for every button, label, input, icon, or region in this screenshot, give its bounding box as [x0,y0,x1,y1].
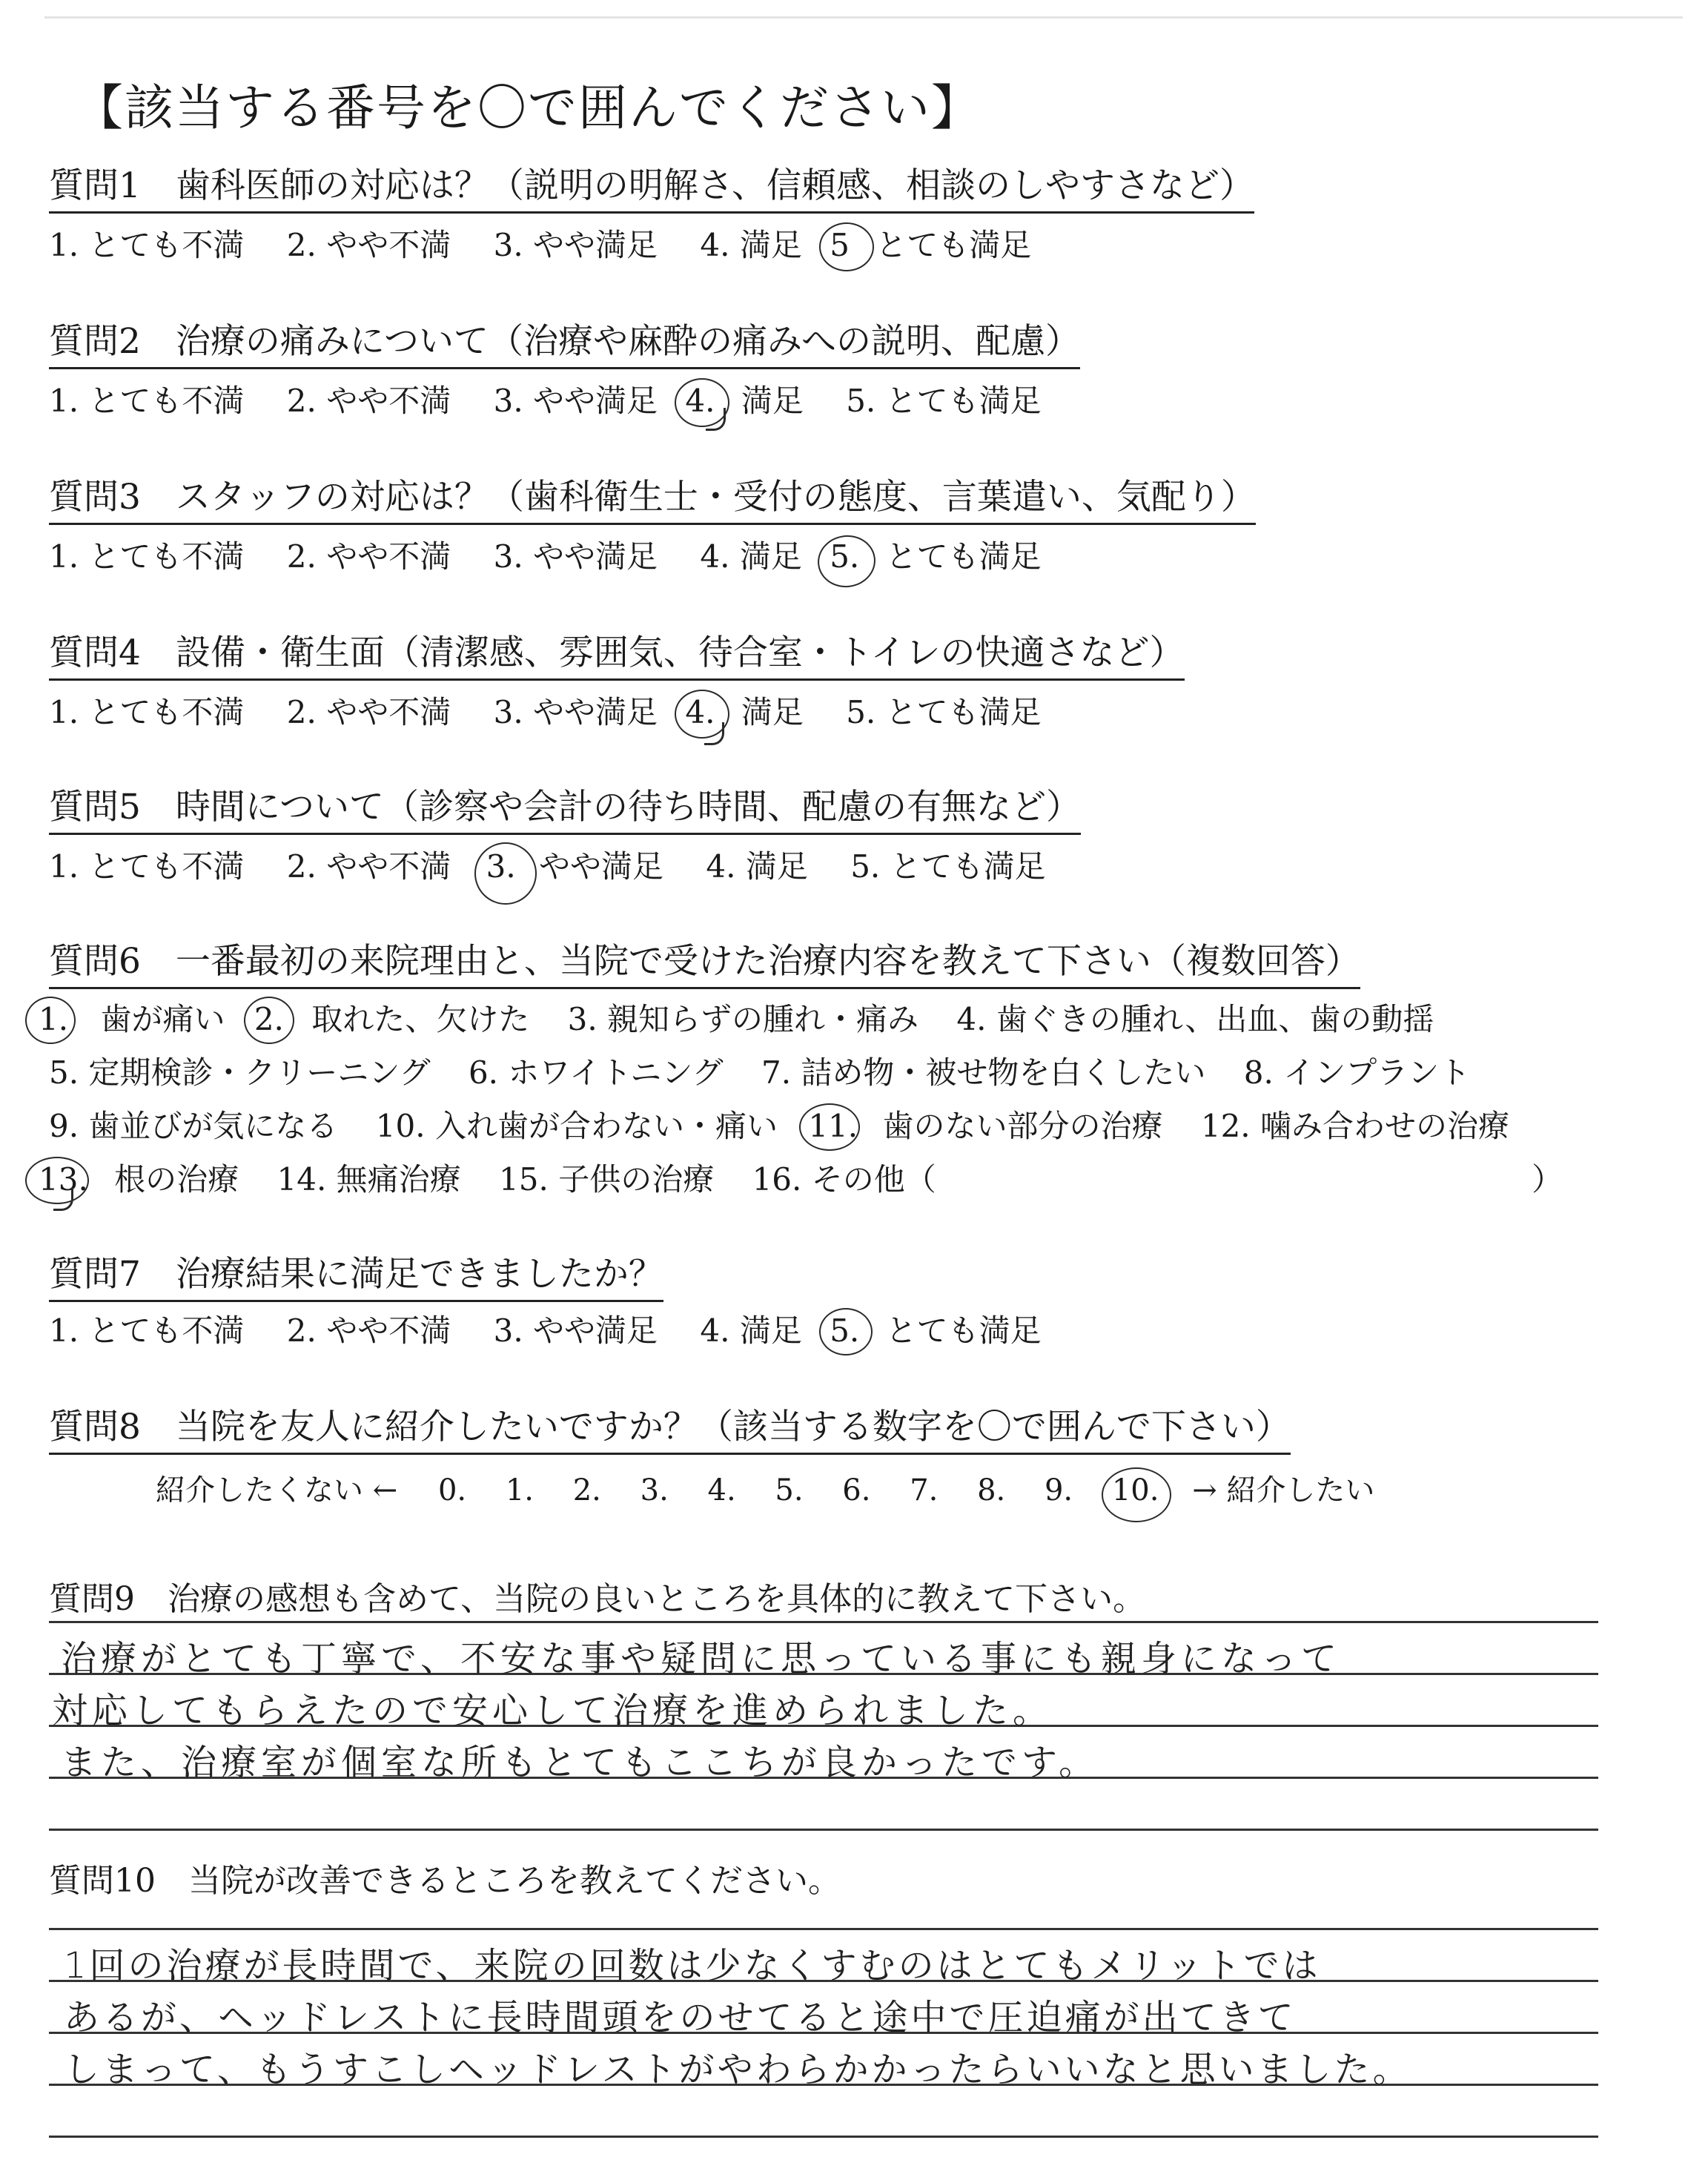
q6-option-6[interactable]: 6. ホワイトニング [468,1054,724,1091]
question-1-options [49,227,1064,264]
q5-option-5[interactable]: 5. とても満足 [850,848,1046,885]
q6-option-13-selected[interactable] [39,1161,88,1198]
question-7-options [49,1312,1074,1350]
q3-option-3[interactable]: 3. やや満足 [493,538,658,575]
q6-option-5[interactable]: 5. 定期検診・クリーニング [49,1054,431,1091]
q4-option-4-number: 4. [685,694,715,730]
q6-option-7[interactable]: 7. 詰め物・被せ物を白くしたい [761,1054,1206,1091]
q6-option-13-number: 13. [39,1161,88,1198]
q2-option-5[interactable]: 5. とても満足 [846,383,1042,419]
question-9-label: 質問9 治療の感想も含めて、当院の良いところを具体的に教えて下さい。 [49,1580,1146,1618]
q6-option-14[interactable]: 14. 無痛治療 [277,1161,461,1198]
answer-line [49,1621,1598,1623]
q1-option-5-number: 5 [830,227,850,263]
q10-answer-line-1: 1回の治療が長時間で、来院の回数は少なくすむのはとてもメリットでは [64,1945,1321,1986]
q8-scale-0[interactable]: 0. [437,1473,467,1507]
q6-row-3 [49,1108,1537,1145]
q2-option-4-label[interactable]: 満足 [741,383,804,419]
q7-option-5-label[interactable]: とても満足 [885,1312,1042,1349]
page-title: 【該当する番号を〇で囲んでください】 [74,79,982,136]
q5-option-3-label[interactable]: やや満足 [539,848,664,885]
question-10-label: 質問10 当院が改善できるところを教えてください。 [49,1862,841,1900]
question-7-label: 質問7 治療結果に満足できましたか？ [49,1253,663,1302]
q6-option-11-label[interactable]: 歯のない部分の治療 [882,1108,1163,1144]
q1-option-1[interactable]: 1. とても不満 [49,227,245,263]
q10-answer-line-3: しまって、もうすこしヘッドレストがやわらかかったらいいなと思いました。 [64,2049,1411,2090]
question-2-options [49,383,1074,420]
question-1-label: 質問1 歯科医師の対応は？（説明の明解さ、信頼感、相談のしやすさなど） [49,165,1254,214]
q1-option-3[interactable]: 3. やや満足 [493,227,658,263]
q3-option-4[interactable]: 4. 満足 [700,538,802,575]
q5-option-3-selected[interactable] [486,848,516,885]
q3-option-5-selected[interactable] [830,538,859,575]
q6-option-1-label[interactable]: 歯が痛い [100,1001,225,1037]
answer-line [49,1928,1598,1930]
q6-option-4[interactable]: 4. 歯ぐきの腫れ、出血、歯の動揺 [956,1001,1434,1037]
q9-answer-line-1: 治療がとても丁寧で、不安な事や疑問に思っている事にも親身になって [61,1638,1342,1680]
q7-option-5-number: 5. [830,1312,860,1349]
q2-option-3[interactable]: 3. やや満足 [493,383,658,419]
q3-option-5-number: 5. [830,538,860,575]
q9-answer-line-3: また、治療室が個室な所もとてもここちが良かったです。 [61,1742,1099,1783]
q1-option-5-label[interactable]: とても満足 [875,227,1032,263]
q1-option-2[interactable]: 2. やや不満 [286,227,451,263]
q7-option-3[interactable]: 3. やや満足 [493,1312,658,1349]
q8-scale-1[interactable]: 1. [505,1473,534,1507]
q8-right-label: → 紹介したい [1192,1473,1375,1507]
q7-option-5-selected[interactable] [830,1312,859,1350]
q6-other-close-paren: ） [1532,1161,1563,1198]
question-6-label: 質問6 一番最初の来院理由と、当院で受けた治療内容を教えて下さい（複数回答） [49,940,1360,989]
answer-line [49,1829,1598,1831]
q3-option-2[interactable]: 2. やや不満 [286,538,451,575]
question-5-options [49,848,1079,885]
q8-scale-9[interactable]: 9. [1044,1473,1073,1507]
q8-scale-7[interactable]: 7. [910,1473,939,1507]
q6-option-2-label[interactable]: 取れた、欠けた [311,1001,530,1037]
q8-scale-5[interactable]: 5. [775,1473,804,1507]
q6-option-2-selected[interactable] [254,1001,284,1038]
q6-option-16[interactable]: 16. その他（ [752,1161,936,1198]
q8-scale-4[interactable]: 4. [707,1473,736,1507]
question-3-options [49,538,1074,575]
q4-option-4-selected[interactable] [685,694,715,731]
q4-option-3[interactable]: 3. やや満足 [493,694,658,730]
q8-scale-2[interactable]: 2. [572,1473,601,1507]
q4-option-4-label[interactable]: 満足 [741,694,804,730]
q6-option-10[interactable]: 10. 入れ歯が合わない・痛い [375,1108,778,1144]
q8-scale-10-number: 10. [1111,1473,1159,1507]
q4-option-2[interactable]: 2. やや不満 [286,694,451,730]
q2-option-1[interactable]: 1. とても不満 [49,383,245,419]
q6-option-1-selected[interactable] [39,1001,68,1038]
q5-option-2[interactable]: 2. やや不満 [286,848,451,885]
q7-option-2[interactable]: 2. やや不満 [286,1312,451,1349]
q2-option-4-number: 4. [685,383,715,419]
question-2-label: 質問2 治療の痛みについて（治療や麻酔の痛みへの説明、配慮） [49,320,1080,369]
q2-option-2[interactable]: 2. やや不満 [286,383,451,419]
q8-scale-10-selected[interactable] [1112,1473,1159,1507]
q4-option-1[interactable]: 1. とても不満 [49,694,245,730]
q8-left-label: 紹介したくない ← [156,1473,398,1507]
q1-option-5-selected[interactable] [830,227,850,264]
q6-row-1 [39,1001,1462,1038]
q6-option-11-number: 11. [808,1108,858,1144]
q10-answer-line-2: あるが、ヘッドレストに長時間頭をのせてると途中で圧迫痛が出てきて [64,1997,1297,2038]
q5-option-3-number: 3. [486,848,516,885]
q6-option-13-label[interactable]: 根の治療 [114,1161,239,1198]
q6-option-8[interactable]: 8. インプラント [1243,1054,1471,1091]
q2-option-4-selected[interactable] [685,383,715,420]
q8-scale-6[interactable]: 6. [842,1473,871,1507]
q7-option-4[interactable]: 4. 満足 [700,1312,802,1349]
q6-option-3[interactable]: 3. 親知らずの腫れ・痛み [567,1001,919,1037]
question-4-options [49,694,1074,731]
q9-answer-line-2: 対応してもらえたので安心して治療を進められました。 [52,1690,1053,1731]
q8-scale [156,1467,1404,1509]
q5-option-1[interactable]: 1. とても不満 [49,848,245,885]
q8-scale-8[interactable]: 8. [977,1473,1006,1507]
q6-row-2 [49,1054,1498,1091]
question-4-label: 質問4 設備・衛生面（清潔感、雰囲気、待合室・トイレの快適さなど） [49,632,1185,681]
q6-option-15[interactable]: 15. 子供の治療 [499,1161,715,1198]
q6-row-4 [39,1161,1591,1198]
q3-option-1[interactable]: 1. とても不満 [49,538,245,575]
q8-scale-3[interactable]: 3. [640,1473,669,1507]
q6-option-9[interactable]: 9. 歯並びが気になる [49,1108,338,1144]
q6-option-11-selected[interactable] [808,1108,858,1145]
question-5-label: 質問5 時間について（診察や会計の待ち時間、配慮の有無など） [49,786,1081,835]
q6-option-1-number: 1. [39,1001,69,1037]
q5-option-4[interactable]: 4. 満足 [706,848,808,885]
question-8-label: 質問8 当院を友人に紹介したいですか？（該当する数字を〇で囲んで下さい） [49,1406,1291,1455]
question-3-label: 質問3 スタッフの対応は？（歯科衛生士・受付の態度、言葉遣い、気配り） [49,476,1256,525]
answer-line [49,2136,1598,2138]
q1-option-4[interactable]: 4. 満足 [700,227,802,263]
top-border [44,16,1683,19]
q6-option-2-number: 2. [254,1001,284,1037]
q3-option-5-label[interactable]: とても満足 [885,538,1042,575]
q7-option-1[interactable]: 1. とても不満 [49,1312,245,1349]
q6-option-12[interactable]: 12. 噛み合わせの治療 [1200,1108,1509,1144]
q4-option-5[interactable]: 5. とても満足 [846,694,1042,730]
